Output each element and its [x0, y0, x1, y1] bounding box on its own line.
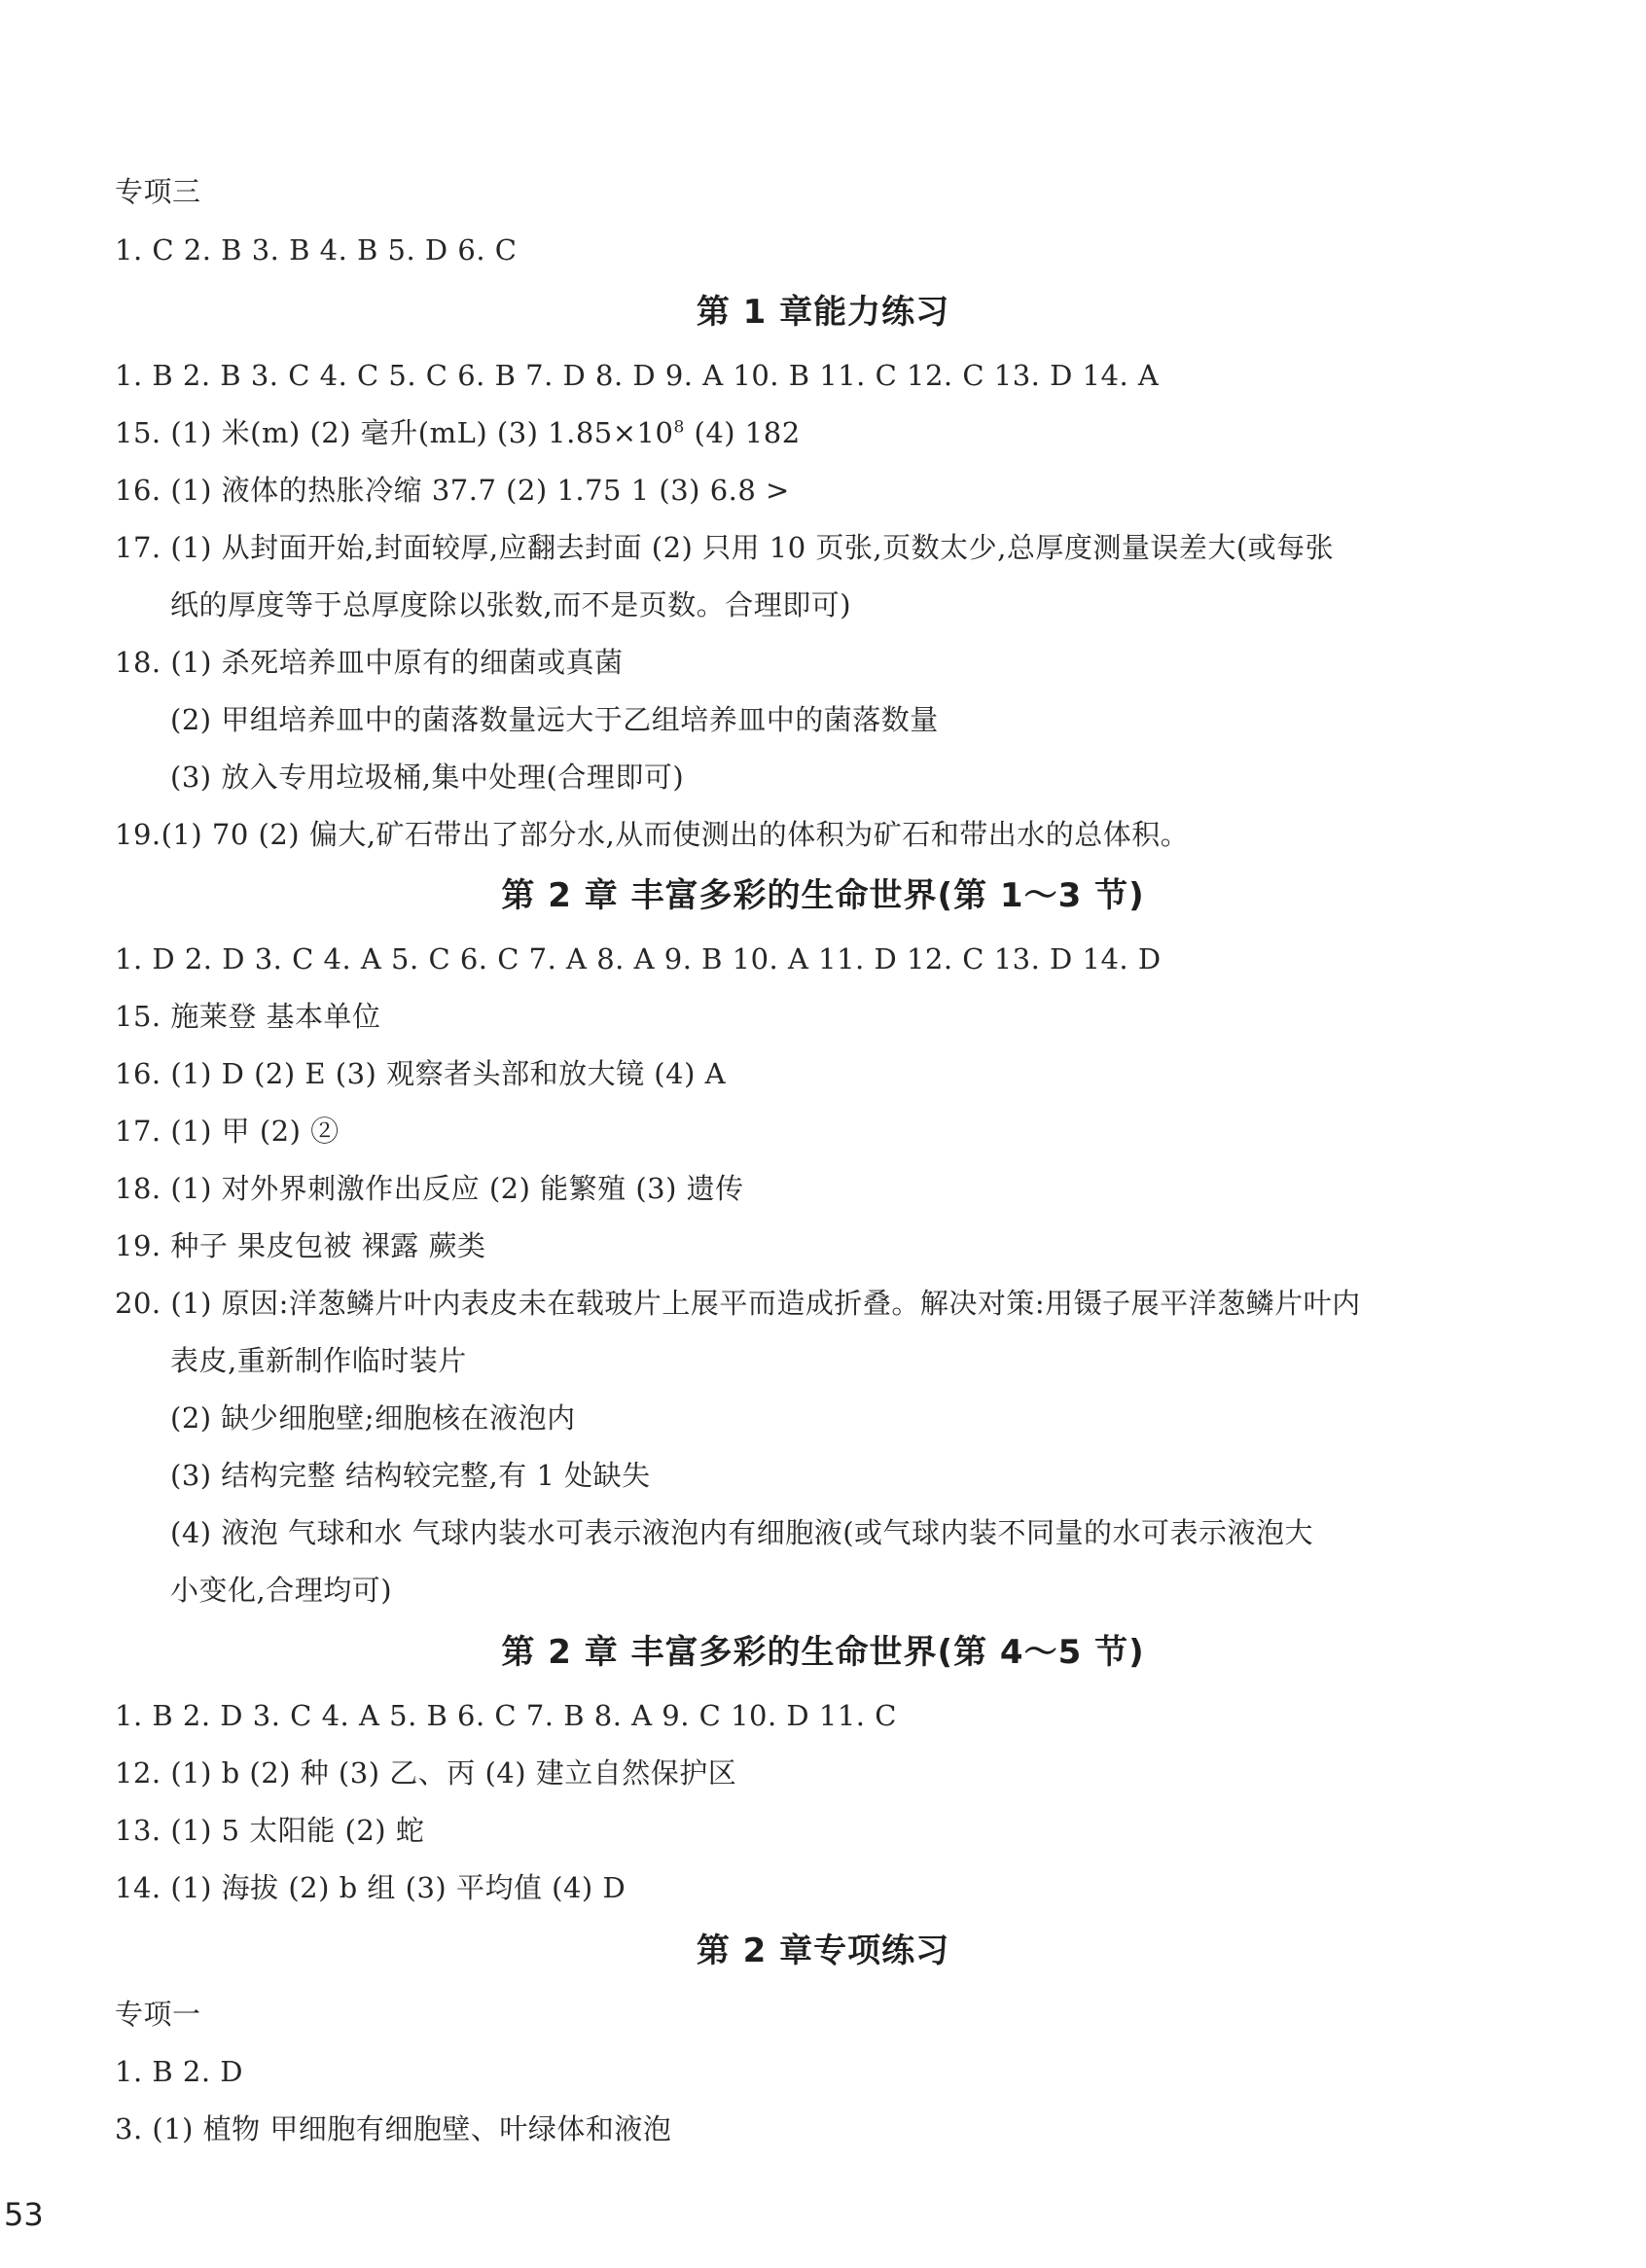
- answer-line: 19.(1) 70 (2) 偏大,矿石带出了部分水,从而使测出的体积为矿石和带出水的总体积。: [115, 818, 1190, 851]
- answer-line: (2) 甲组培养皿中的菌落数量远大于乙组培养皿中的菌落数量: [170, 703, 939, 736]
- answer-line: 19. 种子 果皮包被 裸露 蕨类: [115, 1229, 486, 1262]
- answer-line: (3) 放入专用垃圾桶,集中处理(合理即可): [170, 761, 685, 794]
- answer-line: (2) 缺少细胞壁;细胞核在液泡内: [170, 1401, 576, 1435]
- answer-line: 16. (1) D (2) E (3) 观察者头部和放大镜 (4) A: [115, 1057, 727, 1090]
- page-number: 53: [4, 2196, 44, 2233]
- answer-line: 16. (1) 液体的热胀冷缩 37.7 (2) 1.75 1 (3) 6.8 >: [115, 474, 790, 507]
- chapter-heading: 第 2 章 丰富多彩的生命世界(第 4～5 节): [501, 1633, 1145, 1672]
- answer-line: 12. (1) b (2) 种 (3) 乙、丙 (4) 建立自然保护区: [115, 1756, 737, 1790]
- chapter-heading: 第 1 章能力练习: [696, 293, 950, 332]
- answer-line: 13. (1) 5 太阳能 (2) 蛇: [115, 1814, 425, 1847]
- answer-line: 14. (1) 海拔 (2) b 组 (3) 平均值 (4) D: [115, 1871, 626, 1904]
- section-label-3: 专项三: [115, 175, 201, 208]
- answer-text: (4) 182: [684, 416, 801, 449]
- answer-line: (3) 结构完整 结构较完整,有 1 处缺失: [170, 1459, 651, 1492]
- answer-line: 1. B 2. B 3. C 4. C 5. C 6. B 7. D 8. D 9. A 10. B 11. C 12. C 13. D 14. A: [115, 359, 1160, 392]
- section-label-1: 专项一: [115, 1998, 201, 2031]
- answer-line: 1. B 2. D: [115, 2055, 244, 2088]
- chapter-heading: 第 2 章专项练习: [696, 1931, 950, 1970]
- answer-line: 18. (1) 杀死培养皿中原有的细菌或真菌: [115, 646, 624, 679]
- chapter-heading: 第 2 章 丰富多彩的生命世界(第 1～3 节): [501, 876, 1145, 915]
- answer-line: 18. (1) 对外界刺激作出反应 (2) 能繁殖 (3) 遗传: [115, 1172, 744, 1205]
- answer-line: 1. B 2. D 3. C 4. A 5. B 6. C 7. B 8. A 9. C 10. D 11. C: [115, 1699, 897, 1732]
- answer-line: 20. (1) 原因:洋葱鳞片叶内表皮未在载玻片上展平而造成折叠。解决对策:用镊子展平洋葱鳞片叶内: [115, 1287, 1361, 1320]
- answer-line: 1. C 2. B 3. B 4. B 5. D 6. C: [115, 233, 518, 266]
- superscript: 8: [673, 417, 685, 438]
- answer-line: [115, 413, 1588, 452]
- answer-text: 15. (1) 米(m) (2) 毫升(mL) (3) 1.85×10: [115, 416, 674, 449]
- answer-line: 1. D 2. D 3. C 4. A 5. C 6. C 7. A 8. A 9. B 10. A 11. D 12. C 13. D 14. D: [115, 942, 1162, 975]
- answer-line: 表皮,重新制作临时装片: [170, 1344, 467, 1377]
- answer-line: 17. (1) 从封面开始,封面较厚,应翻去封面 (2) 只用 10 页张,页数太少,总厚度测量误差大(或每张: [115, 531, 1335, 564]
- answer-line: (4) 液泡 气球和水 气球内装水可表示液泡内有细胞液(或气球内装不同量的水可表示液泡大: [170, 1516, 1314, 1549]
- answer-line: 小变化,合理均可): [170, 1574, 393, 1607]
- answer-line: 纸的厚度等于总厚度除以张数,而不是页数。合理即可): [170, 588, 852, 621]
- answer-line: 15. 施莱登 基本单位: [115, 1000, 381, 1033]
- answer-line: 3. (1) 植物 甲细胞有细胞壁、叶绿体和液泡: [115, 2112, 672, 2145]
- answer-line: 17. (1) 甲 (2) ②: [115, 1115, 340, 1148]
